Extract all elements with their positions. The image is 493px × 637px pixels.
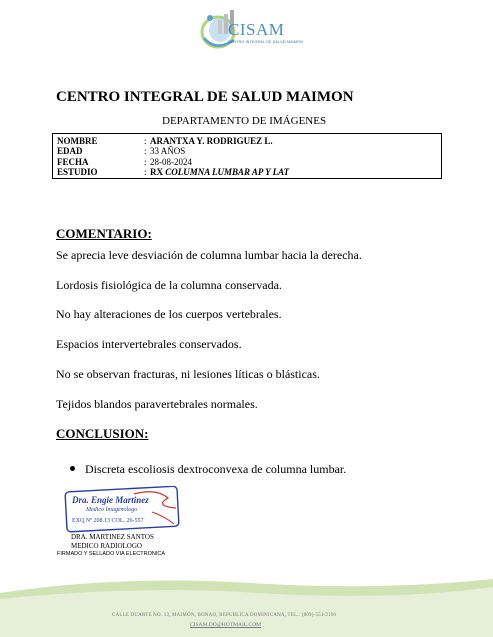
finding-item: Lordosis fisiológica de la columna conservada. [56, 278, 282, 292]
conclusion-item: Discreta escoliosis dextroconvexa de columna lumbar. [85, 462, 347, 476]
bullet-icon [70, 466, 75, 471]
stamp-doctor-name: Dra. Engie Martinez [72, 495, 149, 505]
finding-item: No hay alteraciones de los cuerpos vertebrales. [56, 307, 282, 321]
footer-address: CALLE DUARTE NO. 13, MAIMÓN, BONAO, REPUBLICA DOMINICANA, TEL.: (809)-551-2196 [112, 613, 337, 618]
date-separator: : [144, 157, 147, 167]
signer-name: DRA. MARTINEZ SANTOS [71, 533, 154, 541]
study-name: COLUMNA LUMBAR AP Y LAT [165, 167, 290, 177]
conclusion-heading: CONCLUSION: [56, 426, 149, 441]
footer-email-link[interactable]: CISAM.DO@HOTMAIL.COM [190, 622, 262, 628]
logo-wordmark: CISAM [228, 20, 285, 39]
study-label: ESTUDIO [57, 167, 98, 177]
finding-item: Tejidos blandos paravertebrales normales. [56, 397, 258, 411]
signature-note: FIRMADO Y SELLADO VIA ELECTRONICA [57, 551, 165, 557]
date-label: FECHA [57, 157, 89, 167]
study-prefix: RX [150, 167, 166, 177]
age-value: 33 AÑOS [150, 146, 186, 156]
report-title: CENTRO INTEGRAL DE SALUD MAIMON [56, 89, 354, 105]
stamp-ids: EXQ Nº 208.13 COL. 26-557 [72, 518, 144, 524]
finding-item: Espacios intervertebrales conservados. [56, 337, 242, 351]
comment-heading: COMENTARIO: [56, 226, 152, 241]
date-value: 28-08-2024 [150, 157, 192, 167]
finding-item: No se observan fracturas, ni lesiones líticas o blásticas. [56, 367, 320, 381]
signer-title: MEDICO RADIOLOGO [71, 542, 142, 550]
patient-info-box [52, 133, 442, 179]
study-separator: : [144, 167, 147, 177]
name-separator: : [144, 136, 147, 146]
name-label: NOMBRE [57, 136, 98, 146]
age-separator: : [144, 146, 147, 156]
finding-item: Se aprecia leve desviación de columna lumbar hacia la derecha. [56, 248, 362, 262]
logo-subtitle: CENTRO INTEGRAL DE SALUD MAIMON [228, 40, 303, 44]
stamp-role: Medico Imagenologo [86, 507, 138, 513]
age-label: EDAD [57, 146, 83, 156]
name-value: ARANTXA Y. RODRIGUEZ L. [150, 136, 273, 146]
study-value [150, 167, 289, 177]
department-name: DEPARTAMENTO DE IMÁGENES [162, 115, 327, 127]
